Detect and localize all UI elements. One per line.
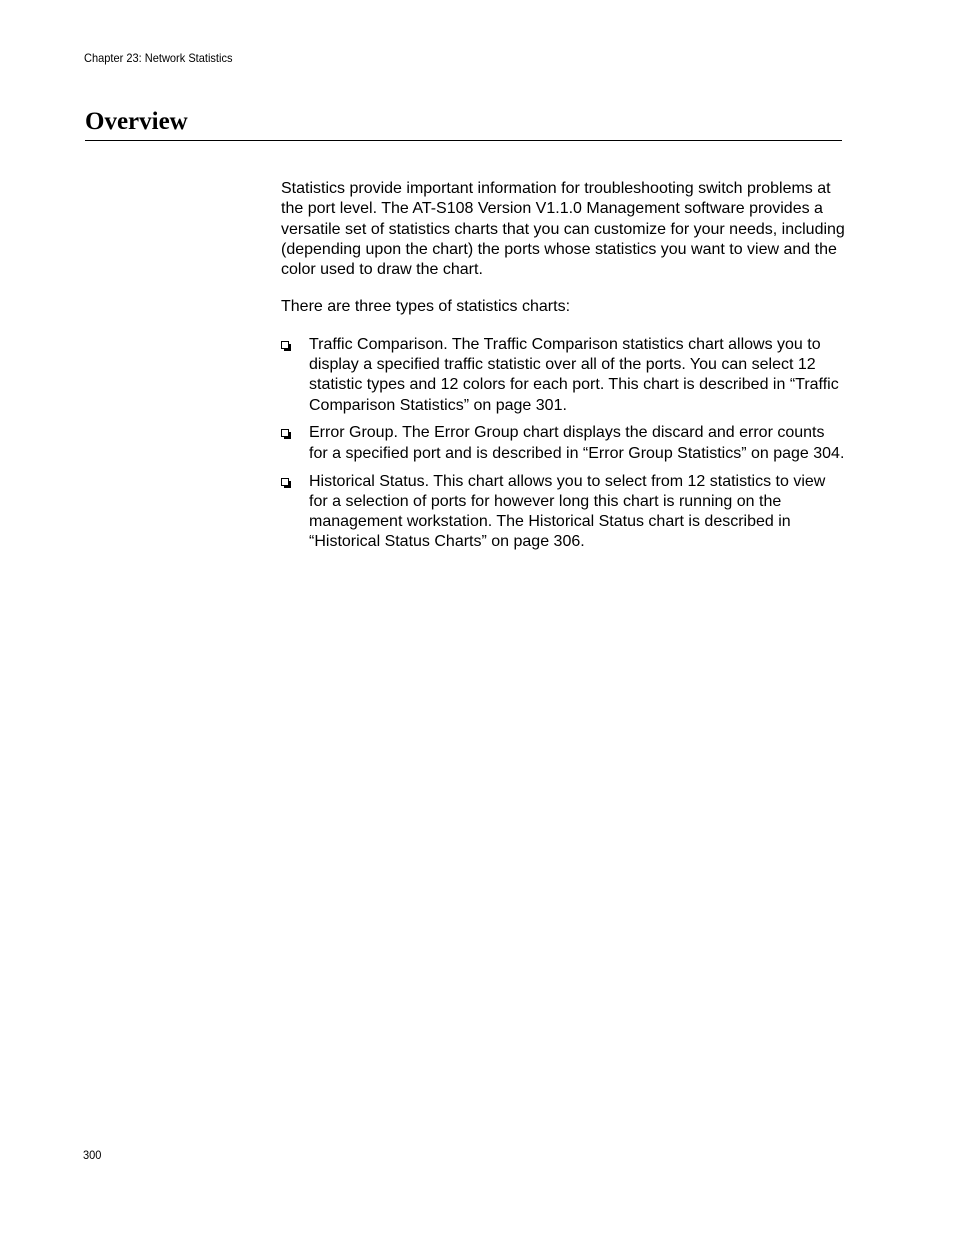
list-item-traffic-comparison [281, 335, 847, 416]
title-rule [85, 140, 842, 141]
list-item-text: Traffic Comparison. The Traffic Comparison statistics chart allows you to display a specified traffic statistic over all of the ports. You can select 12 statistic types and 12 colors for each port. This chart is described in “Traffic Comparison Statistics” on page 301. [309, 335, 839, 414]
list-item-historical-status [281, 472, 847, 553]
body-content [281, 179, 847, 560]
page-number: 300 [83, 1148, 102, 1162]
chart-types-list [281, 335, 847, 553]
section-title: Overview [85, 108, 188, 135]
checkbox-bullet-icon [281, 478, 289, 486]
list-item-text: Historical Status. This chart allows you to select from 12 statistics to view for a selection of ports for however long this chart is running on the management workstation. The Historical Status chart is described in “Historical Status Charts” on page 306. [309, 472, 826, 551]
checkbox-bullet-icon [281, 429, 289, 437]
list-item-error-group [281, 423, 847, 464]
intro-paragraph: Statistics provide important information for troubleshooting switch problems at the port level. The AT-S108 Version V1.1.0 Management software provides a versatile set of statistics charts that you can customize for your needs, including (depending upon the chart) the ports whose statistics you want to view and the color used to draw the chart. [281, 180, 845, 279]
types-lead-paragraph: There are three types of statistics charts: [281, 298, 571, 316]
checkbox-bullet-icon [281, 341, 289, 349]
running-header: Chapter 23: Network Statistics [84, 51, 233, 65]
list-item-text: Error Group. The Error Group chart displays the discard and error counts for a specified port and is described in “Error Group Statistics” on page 304. [309, 424, 845, 462]
